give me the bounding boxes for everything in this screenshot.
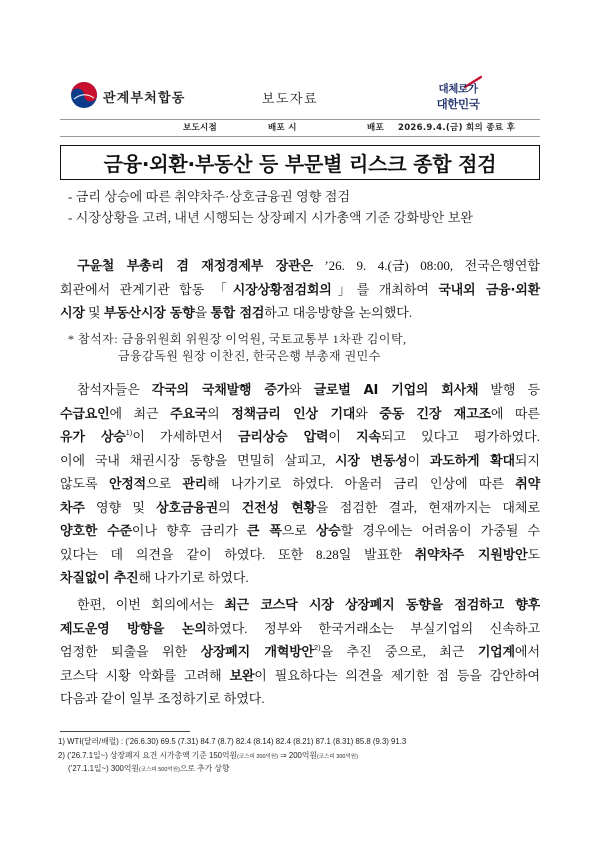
distribution-label: 배포 xyxy=(367,123,385,133)
text-line xyxy=(60,473,540,497)
emphasis-text: 안정적 xyxy=(108,477,147,492)
text-segment: ⇒ 200억원 xyxy=(278,750,317,760)
text-segment: 이 xyxy=(328,429,357,444)
emphasis-text: 최근 코스닥 시장 상장폐지 동향을 점검하고 향후 xyxy=(224,598,540,613)
text-line xyxy=(60,497,540,521)
text-line xyxy=(60,426,540,450)
org-logo-text: 관계부처합동 xyxy=(103,91,186,106)
emphasis-text: 제도운영 방향을 논의 xyxy=(60,621,207,637)
text-line xyxy=(60,450,540,474)
text-segment: 을 추진 중으로, 최근 xyxy=(320,644,478,660)
slogan-line-2: 대한민국 xyxy=(436,97,480,111)
note-small-text: (코스피 200억원) xyxy=(237,753,279,760)
text-segment: 와 xyxy=(289,382,314,397)
text-segment: 이에 국내 채권시장 동향을 면밀히 살피고, xyxy=(60,452,336,468)
text-segment: 에 따른 xyxy=(490,405,540,421)
emphasis-text: 부동산시장 동향 xyxy=(103,306,195,322)
text-segment: 의 xyxy=(217,499,242,515)
emphasis-text: 글로벌 AI 기업의 회사채 xyxy=(313,383,479,398)
text-segment: 한편, 이번 회의에서는 xyxy=(77,597,225,612)
text-line xyxy=(60,379,540,403)
text-segment: 을 xyxy=(194,305,211,321)
text-segment: 이 필요하다는 의견을 제기한 점 등을 감안하여 xyxy=(254,667,541,683)
emphasis-text: 통합 점검 xyxy=(210,306,265,322)
emphasis-text: 상호금융권 xyxy=(156,500,218,516)
emphasis-text: 취약차주 지원방안 xyxy=(414,547,528,563)
emphasis-text: 차주 xyxy=(60,500,85,516)
text-segment: 으로 추가 상향 xyxy=(179,764,230,773)
text-line xyxy=(58,736,540,749)
emphasis-text: 시장 변동성 xyxy=(335,453,408,469)
text-segment: 않도록 xyxy=(60,476,109,491)
text-segment: 도 xyxy=(527,546,540,562)
emphasis-text: 주요국 xyxy=(170,406,208,422)
emphasis-text: 상승 xyxy=(315,524,341,539)
text-segment: 되지 xyxy=(514,452,540,468)
text-segment: (’27.1.1일~) 300억원 xyxy=(68,764,139,773)
footnotes xyxy=(58,736,540,777)
body-paragraph-1 xyxy=(60,255,540,326)
emphasis-text: 시장 xyxy=(60,306,85,322)
text-segment: 할 경우에는 어려움이 가중될 수 xyxy=(340,523,540,538)
attendee-note xyxy=(68,331,540,365)
footnote-divider xyxy=(60,731,190,732)
text-line xyxy=(60,255,540,279)
text-segment: 이나 향후 금리가 xyxy=(131,523,247,538)
text-segment: 코스닥 시황 악화를 고려해 xyxy=(60,667,230,683)
emphasis-text: 국내외 금융·외환 xyxy=(438,282,540,298)
emphasis-text: 정책금리 인상 기대 xyxy=(231,406,356,422)
government-emblem-icon xyxy=(70,81,98,109)
text-line xyxy=(60,594,540,618)
text-line xyxy=(60,567,540,591)
text-segment: 영향 및 xyxy=(84,499,157,515)
note-small-text: (코스피 300억원) xyxy=(316,753,358,760)
text-segment: 1) WTI(달러/배럴) : (’26.6.30) 69.5 (7.31) 84.7 (8.7) 82.4 (8.14) 82.4 (8.21) 87.1 (8.31) 85.8 (9.3) 91.3 xyxy=(58,737,407,746)
headline-title: 금융·외환·부동산 등 부문별 리스크 종합 점검 xyxy=(60,145,540,180)
text-segment: 회관에서 관계기관 합동 「 xyxy=(60,281,233,297)
text-line xyxy=(60,520,540,544)
distribution-date: 2026.9.4.(금) 회의 종료 후 xyxy=(398,123,516,133)
emphasis-text: 중동 긴장 재고조 xyxy=(379,406,491,422)
footnote-ref: 1) xyxy=(125,428,133,437)
text-line xyxy=(60,641,540,665)
emphasis-text: 큰 폭 xyxy=(246,524,282,539)
doc-type-label: 보도자료 xyxy=(261,92,319,107)
text-line xyxy=(58,763,540,777)
text-segment: 있다는 데 의견을 같이 하였다. 또한 8.28일 발표한 xyxy=(60,546,415,562)
text-segment: 해 나가기로 하였다. xyxy=(138,570,249,585)
emphasis-text: 보완 xyxy=(229,668,255,684)
text-segment: 에 최근 xyxy=(109,405,171,421)
text-segment: 으로 xyxy=(281,523,316,538)
emphasis-text: 건전성 현황 xyxy=(241,500,316,516)
subtitle-line: - 시장상황을 고려, 내년 시행되는 상장폐지 시가총액 기준 강화방안 보완 xyxy=(68,210,474,225)
text-segment: 다음과 같이 일부 조정하기로 하였다. xyxy=(60,691,265,707)
emphasis-text: 각국의 국채발행 증가 xyxy=(151,383,290,398)
text-line xyxy=(60,688,540,711)
emphasis-text: 차질없이 추진 xyxy=(60,571,139,586)
text-segment: 에서 xyxy=(514,644,541,660)
text-segment: 와 xyxy=(355,405,380,421)
text-segment: ’26. 9. 4.(금) 08:00, 전국은행연합 xyxy=(312,258,540,273)
emphasis-text: 상장폐지 개혁방안 xyxy=(200,645,314,661)
text-segment: 발행 등 xyxy=(478,382,540,397)
text-segment: 의 xyxy=(207,405,232,421)
text-segment: 하였다. 정부와 한국거래소는 부실기업의 신속하고 xyxy=(206,620,540,636)
emphasis-text: 금리상승 압력 xyxy=(238,430,329,445)
text-segment: 되고 있다고 평가하였다. xyxy=(380,429,540,444)
text-segment: 으로 xyxy=(146,476,183,491)
emphasis-text: 양호한 수준 xyxy=(60,524,132,539)
body-paragraph-2 xyxy=(60,379,540,591)
emphasis-text: 과도하게 확대 xyxy=(429,453,515,469)
text-segment: 이 xyxy=(407,452,430,468)
emphasis-text: 지속 xyxy=(356,430,381,445)
footnote-ref: 2) xyxy=(313,643,321,653)
text-segment: 이 가세하면서 xyxy=(132,429,239,444)
text-segment: 을 점검한 결과, 현재까지는 대체로 xyxy=(315,499,541,515)
text-line xyxy=(60,403,540,427)
slogan-logo xyxy=(428,75,488,117)
text-segment: 엄정한 퇴출을 위한 xyxy=(60,644,201,660)
emphasis-text: 구윤철 부총리 겸 재정경제부 장관은 xyxy=(77,259,313,274)
text-line xyxy=(60,544,540,568)
subtitle-list xyxy=(68,186,540,228)
release-timing-label: 보도시점 xyxy=(183,123,218,133)
attendee-line: 금융감독원 원장 이찬진, 한국은행 부총재 권민수 xyxy=(118,349,381,363)
emphasis-text: 기업계 xyxy=(477,645,515,661)
slogan-line-1: 대체로가 xyxy=(438,83,478,95)
text-line xyxy=(60,618,540,642)
emphasis-text: 시장상황점검회의 xyxy=(232,282,332,298)
emphasis-text: 유가 상승 xyxy=(60,430,126,445)
emphasis-text: 수급요인 xyxy=(60,406,110,422)
text-segment: 2) (’26.7.1일~) 상장폐지 요건 시가총액 기준 150억원 xyxy=(58,750,238,760)
text-line xyxy=(60,665,540,689)
text-line xyxy=(60,279,540,303)
note-small-text: (코스피 500억원) xyxy=(138,767,180,773)
subtitle-line: - 금리 상승에 따른 취약차주·상호금융권 영향 점검 xyxy=(68,189,351,204)
release-timing-value: 배포 시 xyxy=(268,123,297,133)
body-paragraph-3 xyxy=(60,594,540,711)
text-segment: 」를 개최하여 xyxy=(331,281,439,297)
text-segment: 및 xyxy=(84,305,104,321)
text-segment: 하고 대응방향을 논의했다. xyxy=(264,305,413,321)
emphasis-text: 관리 xyxy=(182,477,208,492)
text-line xyxy=(58,750,540,764)
text-segment: 해 나가기로 하였다. 아울러 금리 인상에 따른 xyxy=(207,476,516,491)
attendee-line: * 참석자: 금융위원회 위원장 이억원, 국토교통부 1차관 김이탁, xyxy=(68,332,407,346)
text-segment: 참석자들은 xyxy=(77,382,152,397)
emphasis-text: 취약 xyxy=(515,477,541,492)
text-line xyxy=(60,302,540,326)
